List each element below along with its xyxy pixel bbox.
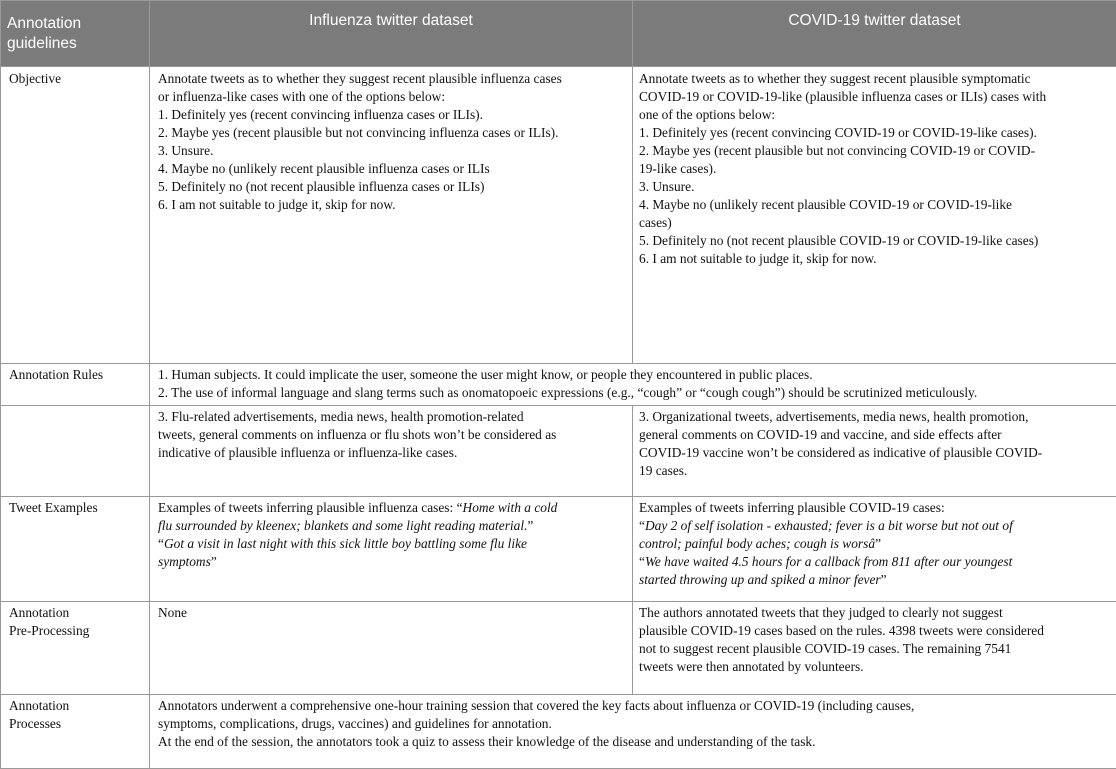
label-annotation-rules: Annotation Rules — [1, 364, 150, 406]
label-tweet-examples: Tweet Examples — [1, 497, 150, 602]
label-annotation-preprocessing: Annotation Pre-Processing — [1, 602, 150, 695]
row-objective — [1, 67, 1116, 364]
header-row — [1, 1, 1116, 67]
label-empty — [1, 406, 150, 497]
row-annotation-processes — [1, 695, 1116, 769]
header-covid-dataset: COVID-19 twitter dataset — [633, 1, 1116, 67]
rules-flu-cell: 3. Flu-related advertisements, media news, health promotion-related tweets, general comments on influenza or flu shots won’t be considered as indicative of plausible influenza or influenza-like cases. — [150, 406, 633, 497]
row-annotation-preprocessing — [1, 602, 1116, 695]
rules-shared-cell: 1. Human subjects. It could implicate the user, someone the user might know, or people they encountered in public places. 2. The use of informal language and slang terms such as onomatopoeic expressions (e.g., “cough” or “cough cough”) should be scrutinized meticulously. — [150, 364, 1116, 406]
examples-flu-cell: Examples of tweets inferring plausible influenza cases: “Home with a cold flu surrounded by kleenex; blankets and some light reading material.” “Got a visit in last night with this sick little boy battling some flu like symptoms” — [150, 497, 633, 602]
rules-covid-cell: 3. Organizational tweets, advertisements, media news, health promotion, general comments on COVID-19 and vaccine, and side effects after COVID-19 vaccine won’t be considered as indicative of plausible COVID- 19 cases. — [633, 406, 1116, 497]
row-annotation-rules — [1, 364, 1116, 406]
examples-covid-cell: Examples of tweets inferring plausible COVID-19 cases: “Day 2 of self isolation - exhausted; fever is a bit worse but not out of control; painful body aches; cough is worsâ” “We have waited 4.5 hours for a callback from 811 after our youngest started throwing up and spiked a minor fever” — [633, 497, 1116, 602]
objective-flu-cell: Annotate tweets as to whether they suggest recent plausible influenza cases or influenza-like cases with one of the options below: 1. Definitely yes (recent convincing influenza cases or ILIs). 2. Maybe yes (recent plausible but not convincing influenza cases or ILIs). 3. Unsure. 4. Maybe no (unlikely recent plausible influenza cases or ILIs 5. Definitely no (not recent plausible influenza cases or ILIs) 6. I am not suitable to judge it, skip for now. — [150, 67, 633, 364]
row-annotation-rules-specific — [1, 406, 1116, 497]
objective-covid-cell: Annotate tweets as to whether they suggest recent plausible symptomatic COVID-19 or COVID-19-like (plausible influenza cases or ILIs) cases with one of the options below: 1. Definitely yes (recent convincing COVID-19 or COVID-19-like cases). 2. Maybe yes (recent plausible but not convincing COVID-19 or COVID- 19-like cases). 3. Unsure. 4. Maybe no (unlikely recent plausible COVID-19 or COVID-19-like cases) 5. Definitely no (not recent plausible COVID-19 or COVID-19-like cases) 6. I am not suitable to judge it, skip for now. — [633, 67, 1116, 364]
processes-cell: Annotators underwent a comprehensive one-hour training session that covered the key facts about influenza or COVID-19 (including causes, symptoms, complications, drugs, vaccines) and guidelines for annotation. At the end of the session, the annotators took a quiz to assess their knowledge of the disease and understanding of the task. — [150, 695, 1116, 769]
label-annotation-processes: Annotation Processes — [1, 695, 150, 769]
preprocessing-flu-cell: None — [150, 602, 633, 695]
header-annotation-guidelines: Annotation guidelines — [1, 1, 150, 67]
row-tweet-examples — [1, 497, 1116, 602]
label-objective: Objective — [1, 67, 150, 364]
preprocessing-covid-cell: The authors annotated tweets that they judged to clearly not suggest plausible COVID-19 cases based on the rules. 4398 tweets were considered not to suggest recent plausible COVID-19 cases. The remaining 7541 tweets were then annotated by volunteers. — [633, 602, 1116, 695]
header-influenza-dataset: Influenza twitter dataset — [150, 1, 633, 67]
